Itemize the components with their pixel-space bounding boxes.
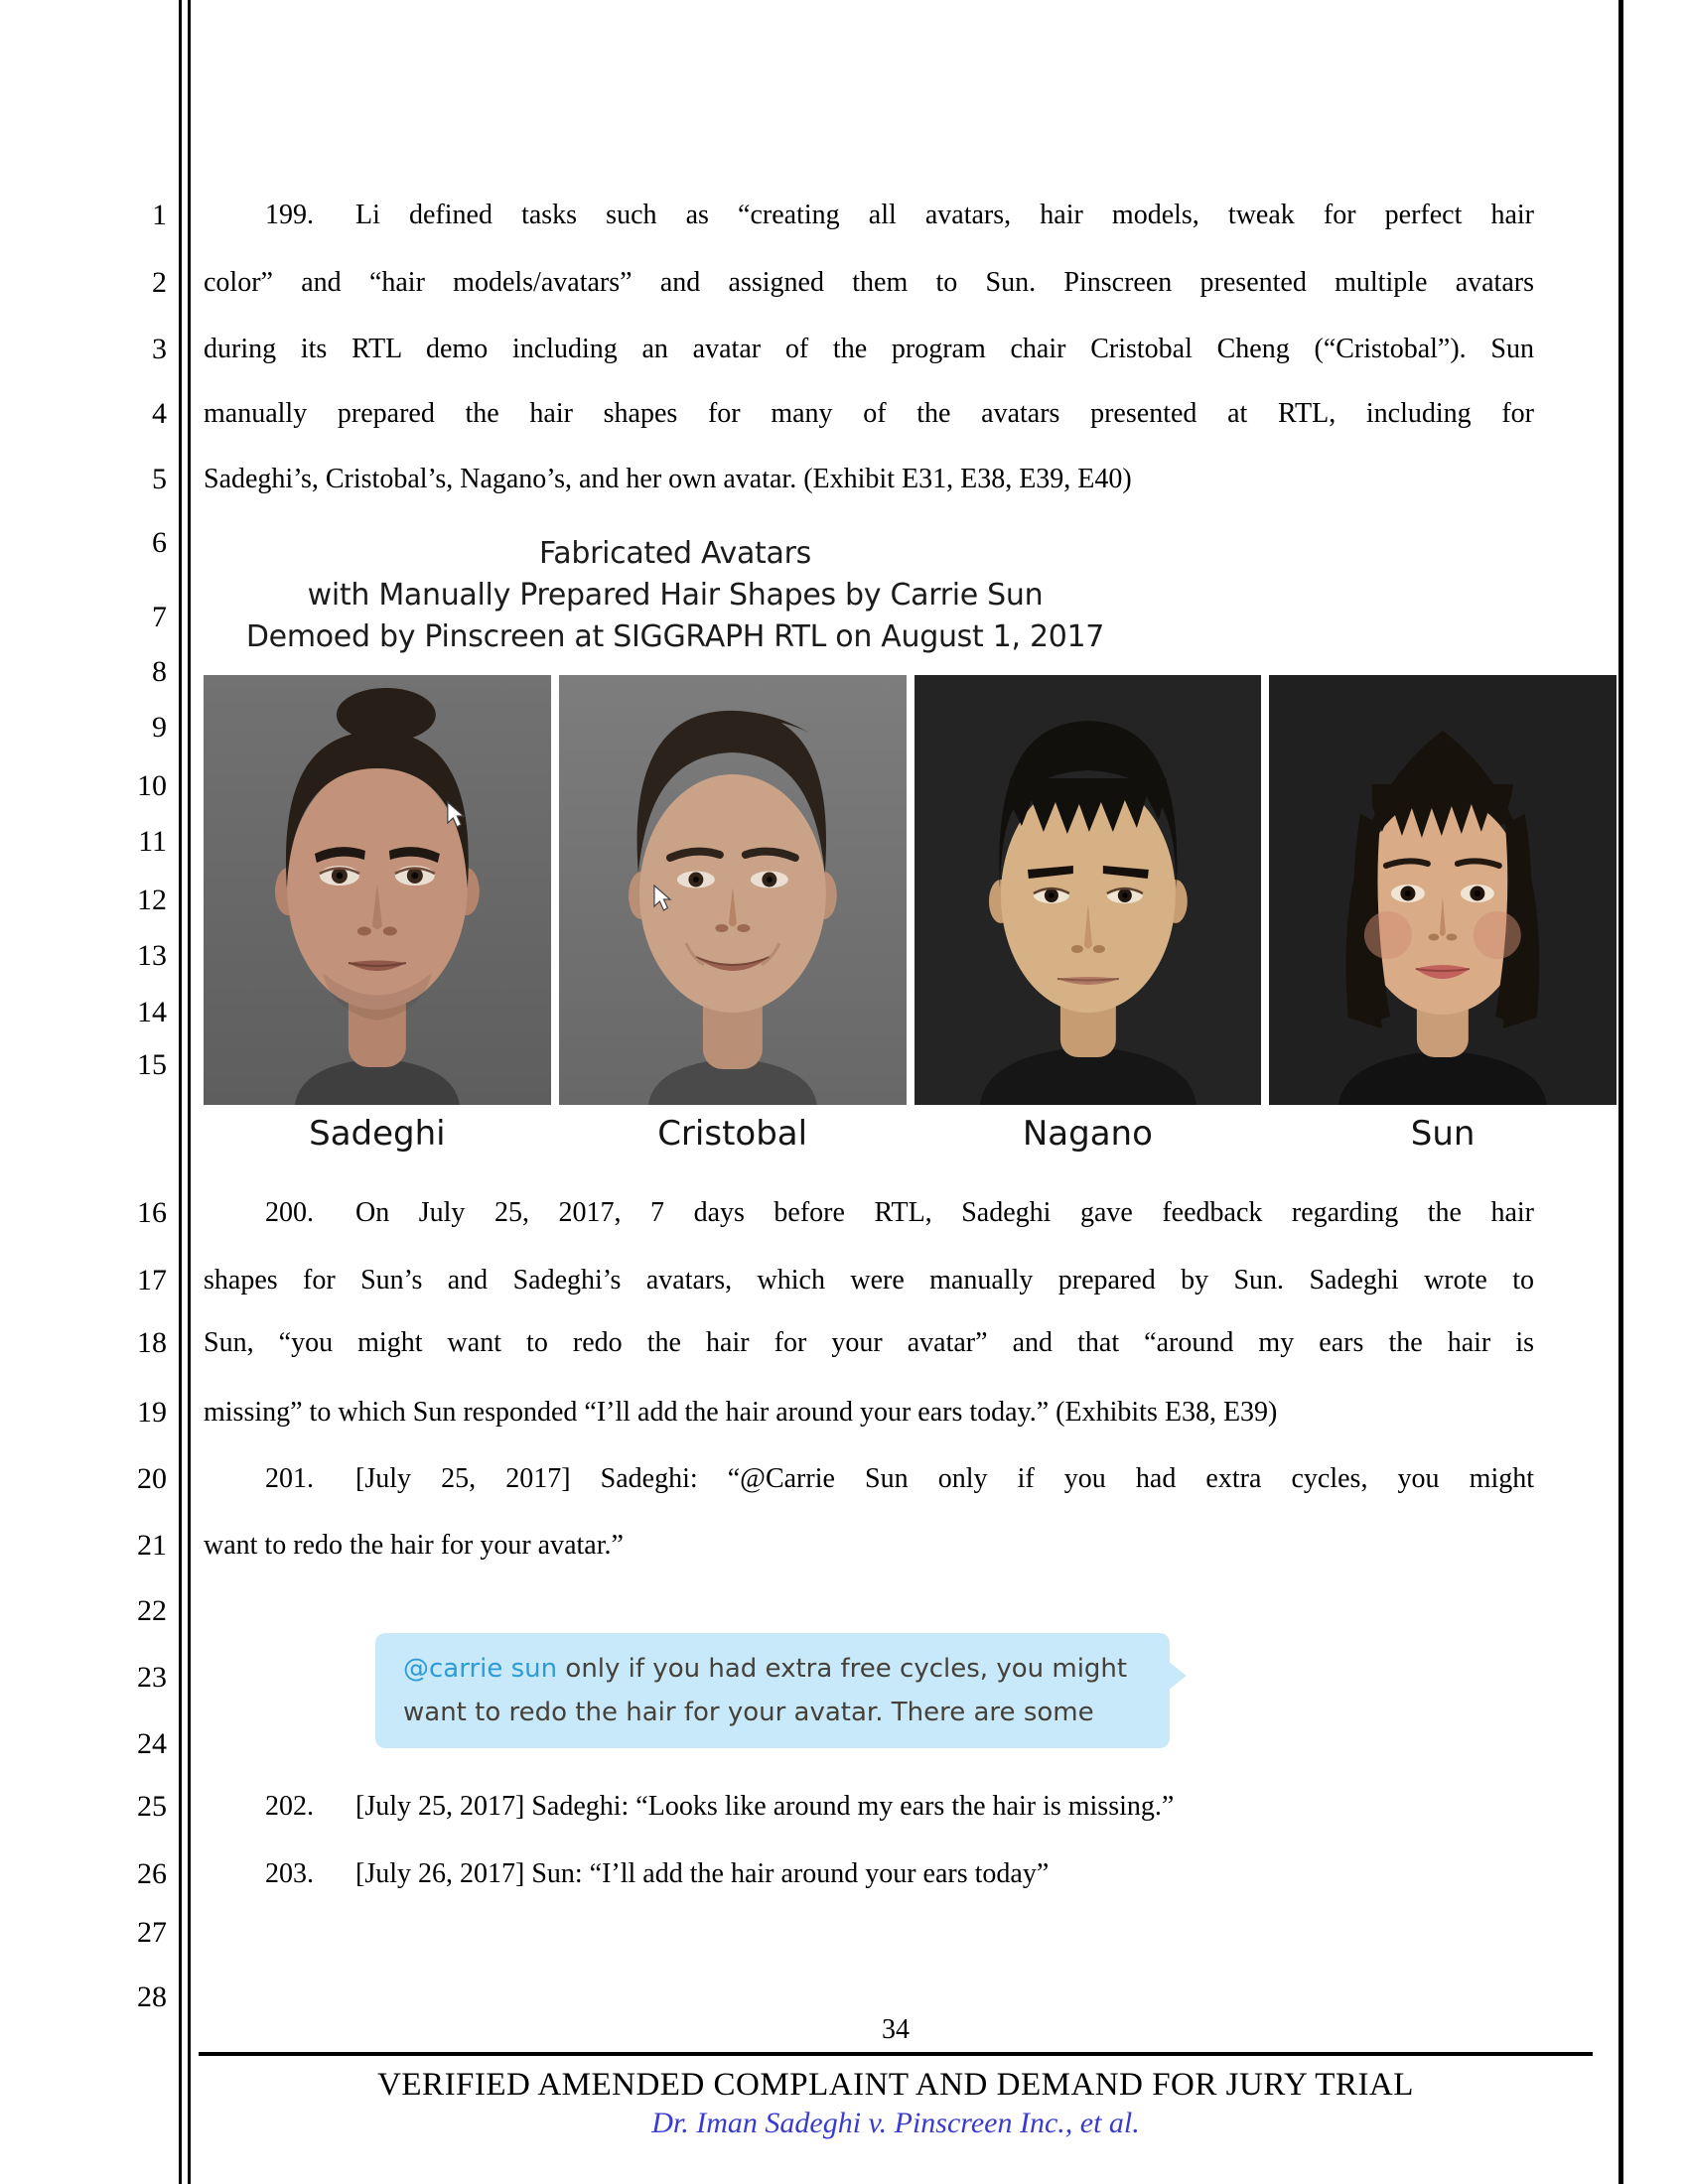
footer-rule bbox=[199, 2052, 1593, 2056]
avatar-label: Nagano bbox=[1022, 1114, 1153, 1154]
line-number: 24 bbox=[137, 1727, 167, 1760]
line-number: 15 bbox=[137, 1048, 167, 1081]
line-number: 5 bbox=[152, 463, 167, 495]
line-number: 6 bbox=[152, 526, 167, 559]
avatar-column-sadeghi bbox=[204, 675, 551, 1156]
chat-bubble bbox=[375, 1633, 1170, 1748]
paragraph-199-line: Sadeghi’s, Cristobal’s, Nagano’s, and her own avatar. (Exhibit E31, E38, E39, E40) bbox=[204, 464, 1132, 494]
paragraph-number: 199. bbox=[265, 200, 314, 230]
pleading-rule-left-outer bbox=[179, 0, 182, 2184]
paragraph-number: 201. bbox=[265, 1463, 314, 1494]
line-number: 11 bbox=[138, 825, 167, 858]
paragraph-201-line: want to redo the hair for your avatar.” bbox=[204, 1530, 624, 1561]
line-number: 10 bbox=[137, 769, 167, 802]
line-number: 26 bbox=[137, 1857, 167, 1890]
line-number: 25 bbox=[137, 1790, 167, 1823]
avatar-column-cristobal bbox=[559, 675, 907, 1156]
line-number: 23 bbox=[137, 1661, 167, 1694]
paragraph-199-line: manually prepared the hair shapes for many of the avatars presented at RTL, including for bbox=[204, 398, 1534, 429]
chat-bubble-tail bbox=[1168, 1661, 1187, 1691]
avatar-label: Cristobal bbox=[657, 1114, 808, 1154]
line-number: 8 bbox=[152, 655, 167, 688]
avatar-figure bbox=[204, 675, 1617, 1156]
pleading-rule-left-inner bbox=[188, 0, 191, 2184]
chat-bubble-line: want to redo the hair for your avatar. There are some bbox=[403, 1698, 1094, 1727]
paragraph-200-line: Sun, “you might want to redo the hair for your avatar” and that “around my ears the hair is bbox=[204, 1327, 1534, 1358]
footer-case-caption: Dr. Iman Sadeghi v. Pinscreen Inc., et al. bbox=[651, 2107, 1140, 2139]
avatar-column-nagano bbox=[914, 675, 1262, 1156]
line-number: 7 bbox=[152, 601, 167, 633]
paragraph-number: 202. bbox=[265, 1791, 314, 1822]
line-number: 22 bbox=[137, 1594, 167, 1627]
line-number: 1 bbox=[152, 199, 167, 231]
avatar-sun-image bbox=[1269, 675, 1617, 1105]
line-number: 17 bbox=[137, 1264, 167, 1297]
footer-title: VERIFIED AMENDED COMPLAINT AND DEMAND FOR JURY TRIAL bbox=[377, 2067, 1414, 2103]
line-number: 12 bbox=[137, 884, 167, 916]
paragraph-number: 200. bbox=[265, 1197, 314, 1228]
avatar-label: Sun bbox=[1410, 1114, 1476, 1154]
avatar-sadeghi-image bbox=[204, 675, 551, 1105]
line-number: 21 bbox=[137, 1529, 167, 1562]
avatar-cristobal-image bbox=[559, 675, 907, 1105]
line-number: 13 bbox=[137, 939, 167, 972]
line-number: 20 bbox=[137, 1462, 167, 1495]
line-number: 27 bbox=[137, 1916, 167, 1949]
line-number: 9 bbox=[152, 711, 167, 744]
paragraph-200-line: shapes for Sun’s and Sadeghi’s avatars, which were manually prepared by Sun. Sadeghi wrote to bbox=[204, 1265, 1534, 1296]
figure-title-line: Fabricated Avatars bbox=[539, 536, 811, 571]
line-number: 16 bbox=[137, 1196, 167, 1229]
paragraph-200-line: 200. On July 25, 2017, 7 days before RTL, Sadeghi gave feedback regarding the hair bbox=[265, 1197, 1534, 1228]
line-number: 14 bbox=[137, 996, 167, 1028]
figure-title-line: with Manually Prepared Hair Shapes by Carrie Sun bbox=[307, 578, 1044, 613]
paragraph-202-line: 202. [July 25, 2017] Sadeghi: “Looks like around my ears the hair is missing.” bbox=[265, 1791, 1175, 1822]
line-number: 3 bbox=[152, 333, 167, 365]
chat-bubble-line: @carrie sun only if you had extra free cycles, you might bbox=[403, 1654, 1128, 1684]
avatar-label: Sadeghi bbox=[309, 1114, 446, 1154]
line-number: 2 bbox=[152, 266, 167, 299]
paragraph-199-line: 199. Li defined tasks such as “creating all avatars, hair models, tweak for perfect hair bbox=[265, 200, 1534, 230]
avatar-column-sun bbox=[1269, 675, 1617, 1156]
figure-title-line: Demoed by Pinscreen at SIGGRAPH RTL on August 1, 2017 bbox=[245, 619, 1105, 654]
paragraph-201-line: 201. [July 25, 2017] Sadeghi: “@Carrie Sun only if you had extra cycles, you might bbox=[265, 1463, 1534, 1494]
line-number: 28 bbox=[137, 1980, 167, 2013]
line-number: 19 bbox=[137, 1396, 167, 1429]
paragraph-203-line: 203. [July 26, 2017] Sun: “I’ll add the hair around your ears today” bbox=[265, 1858, 1050, 1889]
page-number: 34 bbox=[882, 2014, 910, 2045]
avatar-nagano-image bbox=[914, 675, 1262, 1105]
line-number: 18 bbox=[137, 1326, 167, 1359]
paragraph-199-line: during its RTL demo including an avatar of the program chair Cristobal Cheng (“Cristobal”). Sun bbox=[204, 334, 1534, 364]
line-number: 4 bbox=[152, 397, 167, 430]
paragraph-number: 203. bbox=[265, 1858, 314, 1889]
paragraph-199-line: color” and “hair models/avatars” and assigned them to Sun. Pinscreen presented multiple avatars bbox=[204, 267, 1534, 298]
mention-text: @carrie sun bbox=[403, 1654, 558, 1684]
pleading-rule-right bbox=[1618, 0, 1623, 2184]
paragraph-200-line: missing” to which Sun responded “I’ll add the hair around your ears today.” (Exhibits E38, E39) bbox=[204, 1397, 1278, 1428]
